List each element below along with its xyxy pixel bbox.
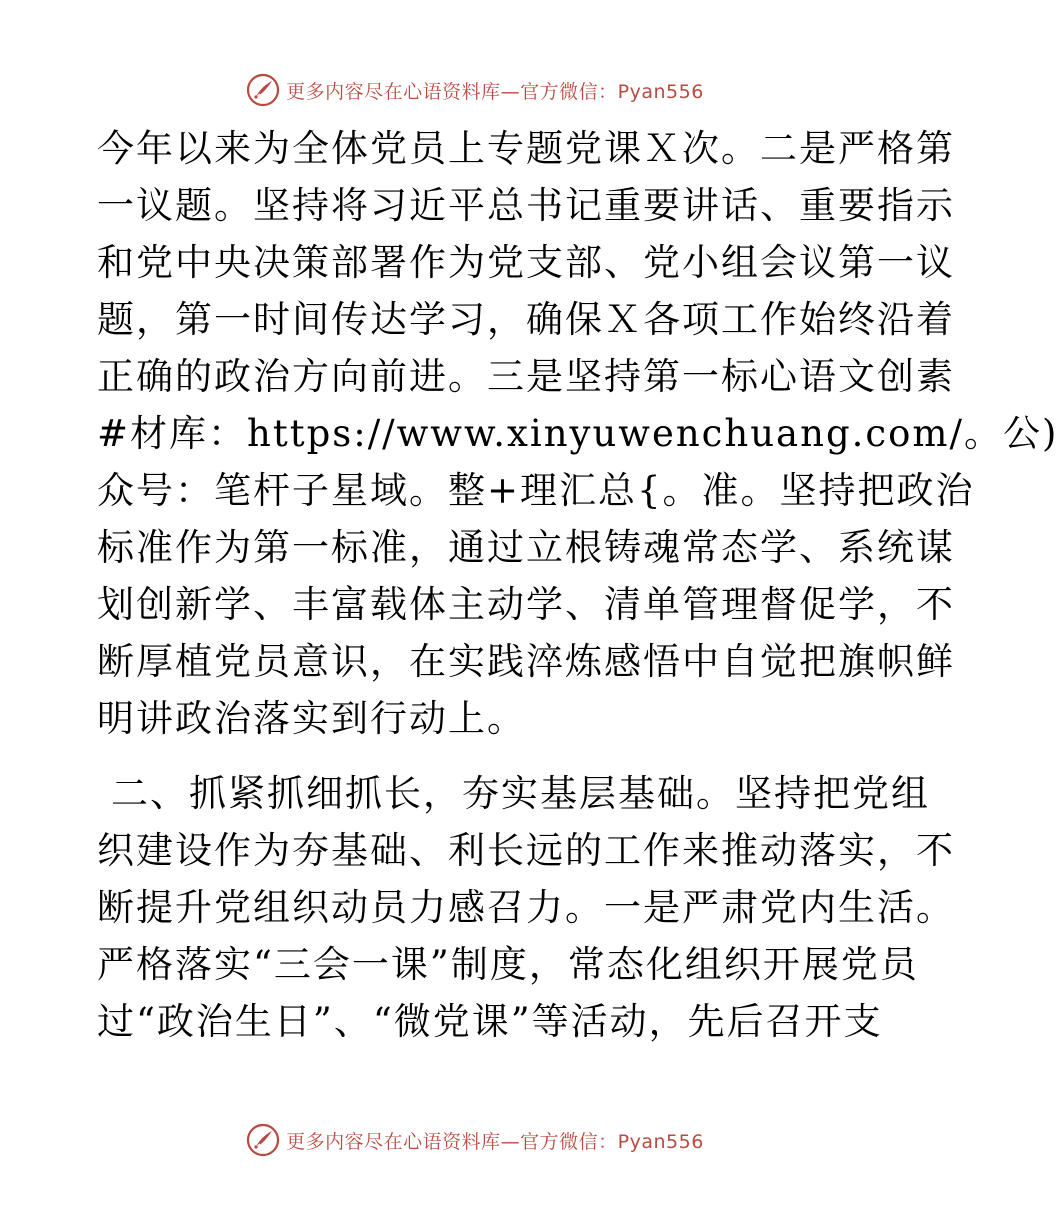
text-line-url: #材库：https://www.xinyuwenchuang.com/。公) [97, 412, 1058, 455]
text-line: 众号：笔杆子星域。整+理汇总{。准。坚持把政治 [97, 469, 975, 512]
footer-banner [0, 1120, 950, 1160]
text-line: 题，第一时间传达学习，确保Ｘ各项工作始终沿着 [97, 298, 955, 341]
text-line: 一议题。坚持将习近平总书记重要讲话、重要指示 [97, 184, 955, 227]
text-line: 断厚植党员意识，在实践淬炼感悟中自觉把旗帜鲜 [97, 640, 955, 683]
header-banner-text: 更多内容尽在心语资料库—官方微信：Pyan556 [286, 80, 704, 103]
text-line: 今年以来为全体党员上专题党课Ｘ次。二是严格第 [97, 127, 955, 170]
text-line: 织建设作为夯基础、利长远的工作来推动落实，不 [97, 829, 955, 872]
paragraph-gap [97, 747, 857, 765]
text-line: 过“政治生日”、“微党课”等活动，先后召开支 [97, 1000, 883, 1043]
quill-pen-logo-icon [246, 1123, 280, 1157]
section-heading-line: 二、抓紧抓细抓长，夯实基层基础。坚持把党组 [111, 772, 930, 815]
document-body [97, 120, 1058, 1050]
paragraph-2 [97, 765, 955, 1050]
paragraph-1 [97, 120, 1058, 747]
quill-pen-logo-icon [246, 73, 280, 107]
text-line: 严格落实“三会一课”制度，常态化组织开展党员 [97, 943, 919, 986]
footer-banner-text: 更多内容尽在心语资料库—官方微信：Pyan556 [286, 1130, 704, 1153]
text-line: 标准作为第一标准，通过立根铸魂常态学、系统谋 [97, 526, 955, 569]
text-line: 和党中央决策部署作为党支部、党小组会议第一议 [97, 241, 955, 284]
text-line: 断提升党组织动员力感召力。一是严肃党内生活。 [97, 886, 955, 929]
text-line: 正确的政治方向前进。三是坚持第一标心语文创素 [97, 355, 955, 398]
text-line: 划创新学、丰富载体主动学、清单管理督促学，不 [97, 583, 955, 626]
text-line: 明讲政治落实到行动上。 [97, 697, 526, 740]
header-banner [0, 70, 950, 110]
